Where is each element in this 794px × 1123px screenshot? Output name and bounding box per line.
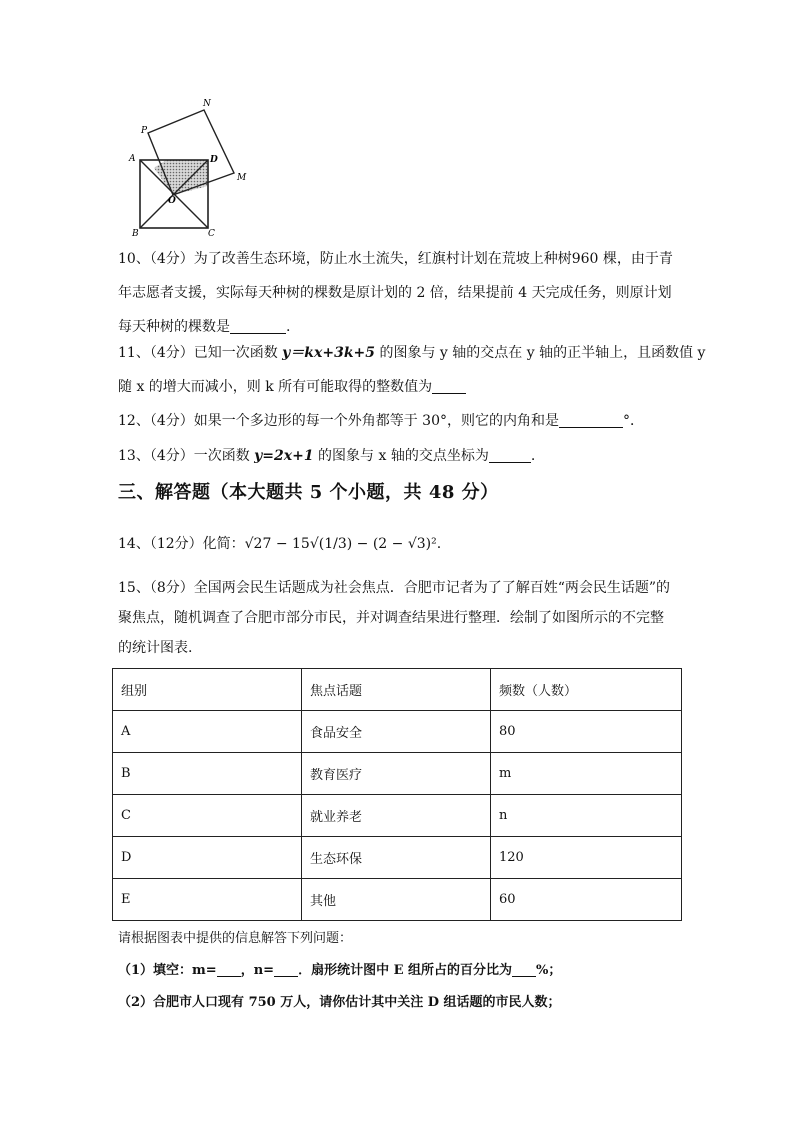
q13-formula: y=2x+1 — [254, 448, 314, 464]
q15-line2: 聚焦点，随机调查了合肥市部分市民，并对调查结果进行整理．绘制了如图所示的不完整 — [118, 610, 664, 626]
intro-text: 请根据图表中提供的信息解答下列问题： — [118, 931, 353, 946]
answer-blank[interactable] — [230, 317, 286, 334]
question-14: 14、（12分）化简：√27 − 15√(1/3) − (2 − √3)². — [118, 536, 442, 552]
answer-blank[interactable] — [559, 411, 623, 428]
question-12: 12、（4分）如果一个多边形的每一个外角都等于 30°，则它的内角和是 °． — [118, 413, 644, 429]
question-13: 13、（4分）一次函数 y=2x+1 的图象与 x 轴的交点坐标为 . — [118, 448, 536, 464]
follow-up-questions — [118, 923, 678, 1019]
label-a: A — [129, 154, 136, 164]
shaded-region — [154, 160, 208, 195]
geometry-figure — [118, 90, 258, 238]
q11-formula: y＝kx+3k+5 — [282, 345, 375, 361]
label-d: D — [210, 155, 218, 165]
answer-blank[interactable] — [489, 446, 531, 463]
section-heading: 三、解答题（本大题共 5 个小题，共 48 分） — [118, 482, 499, 503]
label-b: B — [132, 229, 139, 238]
question-11 — [118, 336, 706, 404]
answer-blank-percent[interactable] — [512, 960, 536, 977]
frequency-table — [112, 668, 682, 921]
table-row: C 就业养老 n — [113, 795, 682, 837]
label-m: M — [237, 173, 247, 183]
table-row: E 其他 60 — [113, 879, 682, 921]
table-row: A 食品安全 80 — [113, 711, 682, 753]
q10-line3: 每天种树的棵数是 . — [118, 319, 291, 335]
table-row: D 生态环保 120 — [113, 837, 682, 879]
label-n: N — [203, 99, 211, 109]
table-header-row — [113, 669, 682, 711]
question-10 — [118, 242, 678, 344]
q15-line3: 的统计图表. — [118, 640, 193, 656]
q15-line1: 15、（8分）全国两会民生话题成为社会焦点．合肥市记者为了了解百姓“两会民生话题”的 — [118, 580, 671, 596]
answer-blank-m[interactable] — [217, 960, 241, 977]
label-c: C — [208, 229, 215, 238]
sub-question-1: （1）填空：m= ，n= ．扇形统计图中 E 组所占的百分比为 %； — [118, 955, 678, 987]
answer-blank[interactable] — [432, 377, 466, 394]
answer-blank-n[interactable] — [274, 960, 298, 977]
sub-question-2: （2）合肥市人口现有 750 万人，请你估计其中关注 D 组话题的市民人数； — [118, 995, 561, 1010]
q10-line2: 年志愿者支援，实际每天种树的棵数是原计划的 2 倍，结果提前 4 天完成任务，则原计划 — [118, 285, 672, 301]
header-group: 组别 — [113, 669, 302, 711]
table-row: B 教育医疗 m — [113, 753, 682, 795]
question-15 — [118, 573, 678, 663]
q11-line2: 随 x 的增大而减小，则 k 所有可能取得的整数值为 — [118, 370, 678, 404]
q10-line1: 10、（4分）为了改善生态环境，防止水土流失，红旗村计划在荒坡上种树960 棵，由于青 — [118, 251, 673, 267]
q14-expression: √27 − 15√(1/3) − (2 − √3)² — [244, 536, 437, 552]
header-frequency: 频数（人数） — [491, 669, 682, 711]
label-o: O — [168, 196, 176, 206]
header-topic: 焦点话题 — [302, 669, 491, 711]
q11-line1: 11、（4分）已知一次函数 y＝kx+3k+5 的图象与 y 轴的交点在 y 轴的正半轴上，且函数值 y — [118, 345, 706, 361]
label-p: P — [141, 126, 148, 136]
